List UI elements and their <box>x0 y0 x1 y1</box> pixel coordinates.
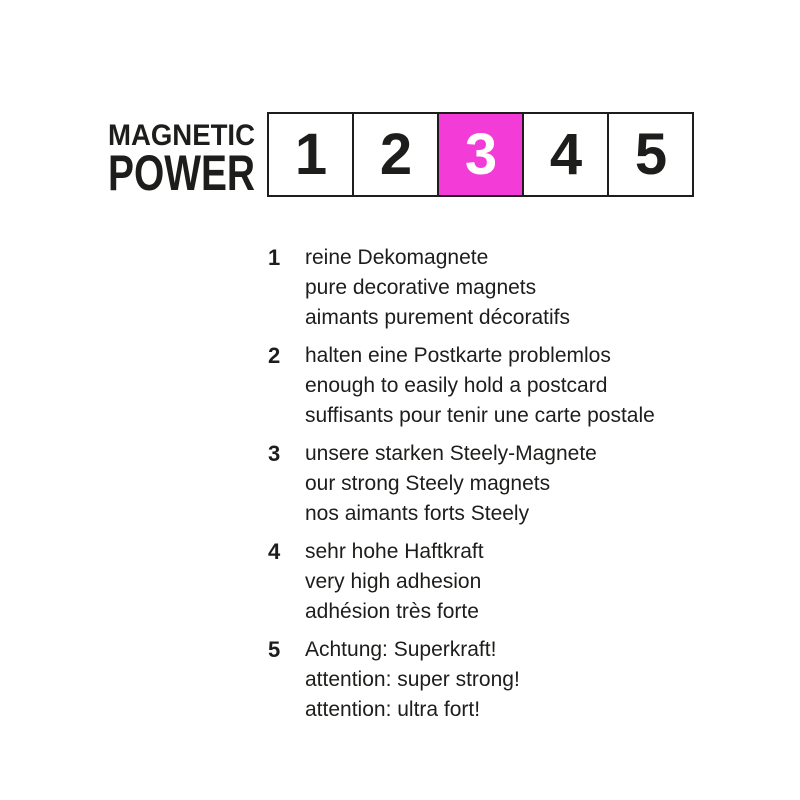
legend-item-1-lines <box>305 243 570 333</box>
scale-level-2 <box>352 114 437 195</box>
legend-item-5-line-de: Achtung: Superkraft! <box>305 638 497 661</box>
legend-item-5-lines <box>305 635 520 725</box>
legend-item-4 <box>268 537 655 627</box>
legend-item-1-line-en: pure decorative magnets <box>305 276 537 299</box>
legend-item-2 <box>268 341 655 431</box>
magnetic-power-title <box>106 112 276 202</box>
legend-item-4-line-fr: adhésion très forte <box>305 600 479 623</box>
legend-item-5 <box>268 635 655 725</box>
legend-item-4-line-en: very high adhesion <box>305 570 482 593</box>
scale-level-1-label: 1 <box>294 122 327 187</box>
legend-item-5-line-fr: attention: ultra fort! <box>305 698 481 721</box>
legend-item-1-line-de: reine Dekomagnete <box>305 246 489 269</box>
legend-item-5-line-en: attention: super strong! <box>305 668 520 691</box>
scale-level-2-label: 2 <box>379 122 412 187</box>
legend-item-4-number: 4 <box>268 539 281 564</box>
scale-level-4-label: 4 <box>549 122 582 187</box>
legend-item-1-number: 1 <box>268 245 281 270</box>
legend-item-2-line-en: enough to easily hold a postcard <box>305 374 608 397</box>
legend-item-2-line-de: halten eine Postkarte problemlos <box>305 344 611 367</box>
legend-item-3 <box>268 439 655 529</box>
legend-item-3-line-de: unsere starken Steely-Magnete <box>305 442 597 465</box>
legend-item-3-line-en: our strong Steely magnets <box>305 472 551 495</box>
legend-item-1-line-fr: aimants purement décoratifs <box>305 306 570 329</box>
legend-item-2-line-fr: suffisants pour tenir une carte postale <box>305 404 655 427</box>
title-word-power: POWER <box>108 145 255 201</box>
scale-level-1 <box>269 114 352 195</box>
legend-item-4-lines <box>305 537 484 627</box>
scale-level-3-selected <box>437 114 522 195</box>
scale-level-5-label: 5 <box>634 122 667 187</box>
scale-level-3-label: 3 <box>464 122 497 187</box>
legend-item-1 <box>268 243 655 333</box>
legend <box>268 243 655 733</box>
title-word-magnetic: MAGNETIC <box>108 119 255 152</box>
legend-item-2-lines <box>305 341 655 431</box>
scale-level-5 <box>607 114 692 195</box>
scale-level-4 <box>522 114 607 195</box>
legend-item-3-lines <box>305 439 597 529</box>
legend-item-4-line-de: sehr hohe Haftkraft <box>305 540 484 563</box>
power-scale <box>267 112 694 197</box>
legend-item-2-number: 2 <box>268 343 281 368</box>
legend-item-3-line-fr: nos aimants forts Steely <box>305 502 530 525</box>
legend-item-5-number: 5 <box>268 637 281 662</box>
legend-item-3-number: 3 <box>268 441 281 466</box>
